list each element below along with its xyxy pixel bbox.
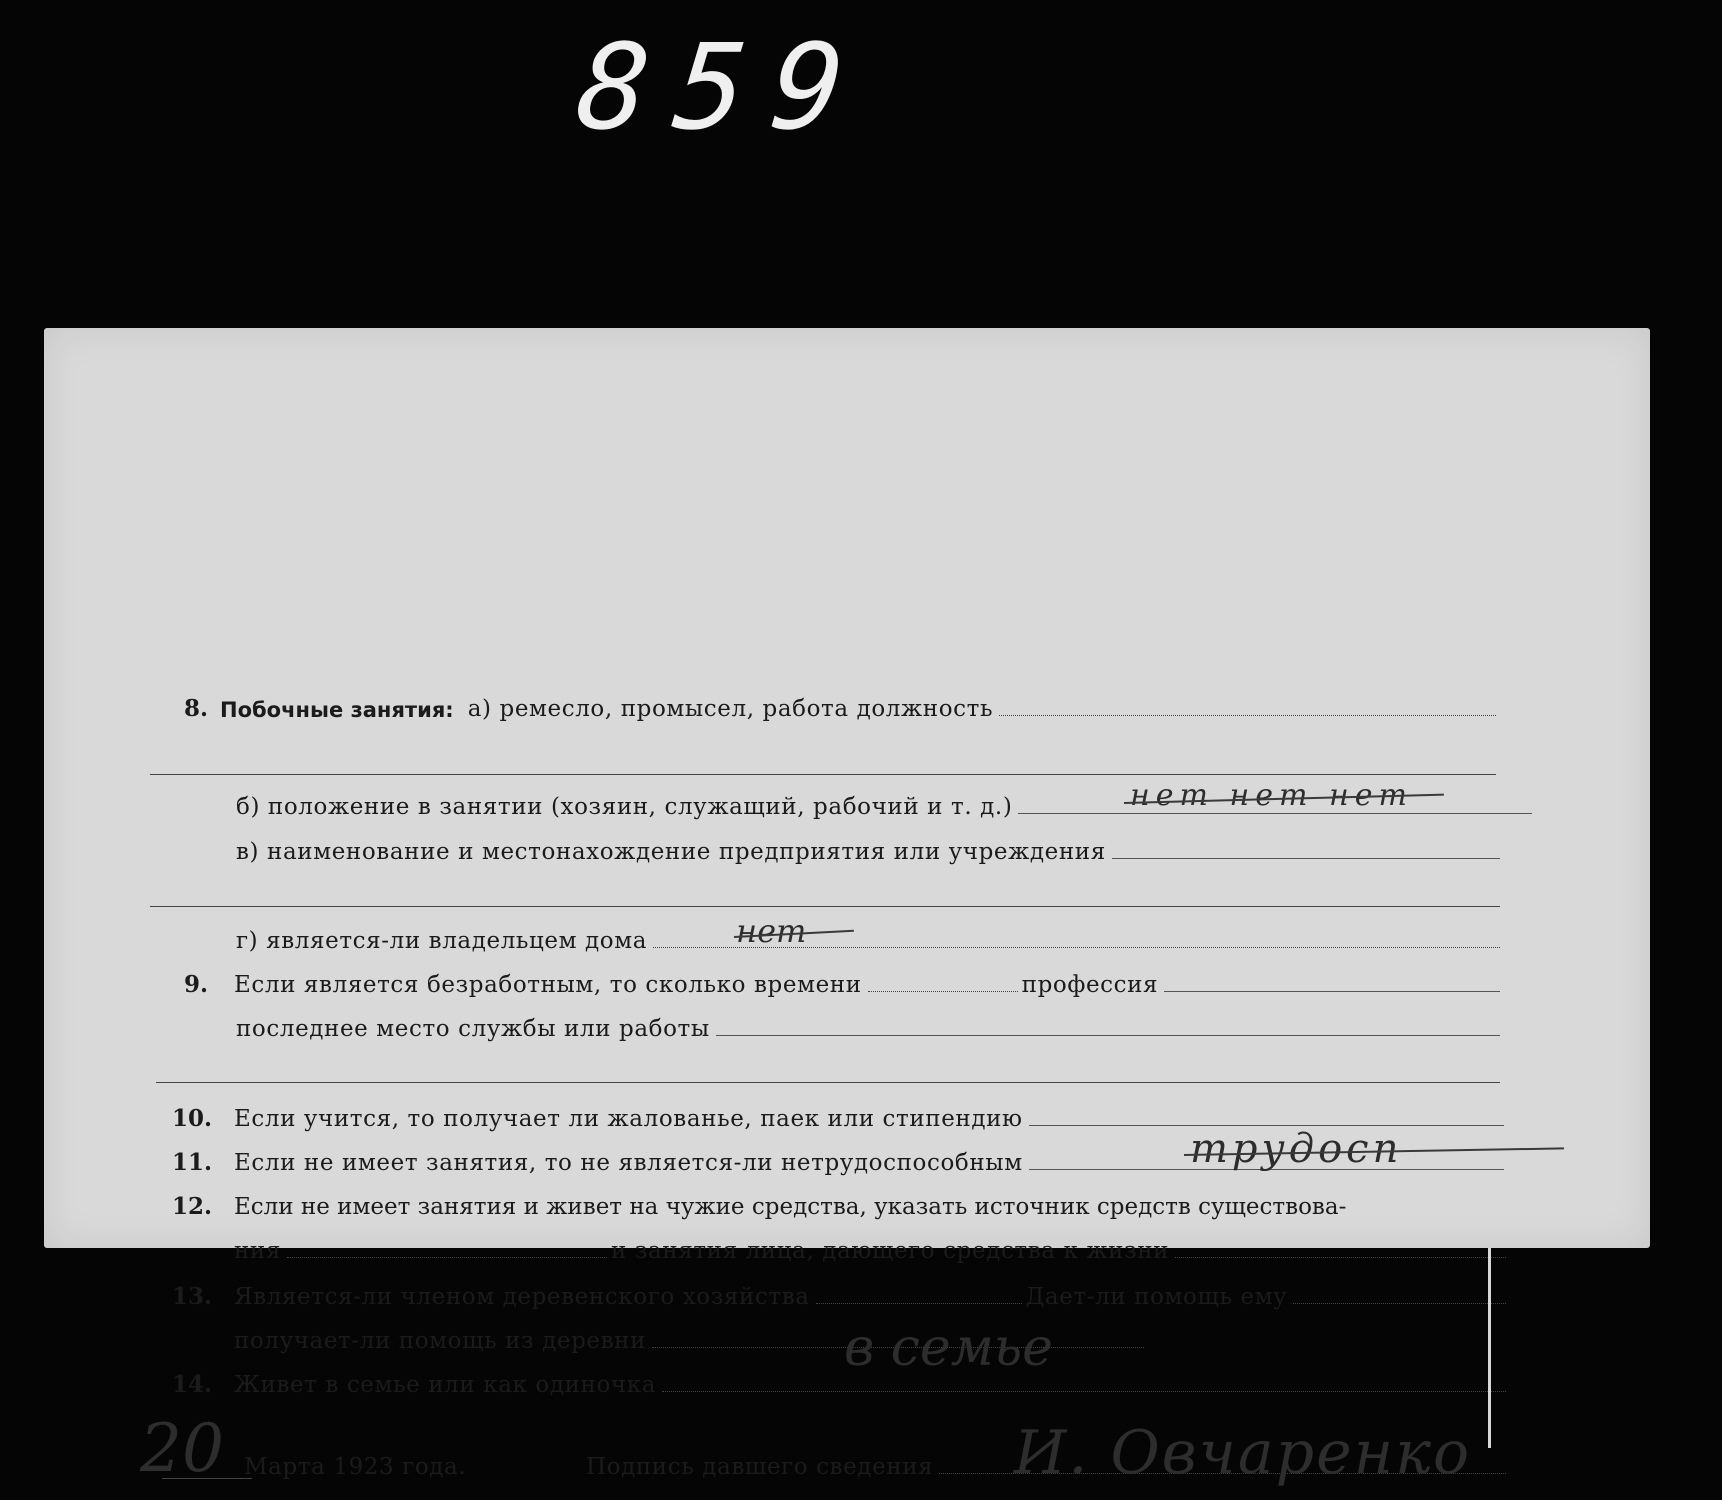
q14-text: Живет в семье или как одиночка [234, 1372, 657, 1398]
footer-date-row [244, 1448, 466, 1480]
q10-text: Если учится, то получает ли жалованье, паек или стипендию [234, 1106, 1023, 1132]
q8-label: Побочные занятия: [220, 698, 454, 722]
q12-source-label: ния [234, 1238, 281, 1264]
q13-help-label: Дает-ли помощь ему [1025, 1284, 1288, 1310]
q14-number: 14. [172, 1371, 213, 1398]
questionnaire-form [44, 328, 1650, 1488]
q8b-text: б) положение в занятии (хозяин, служащий, рабочий и т. д.) [236, 794, 1013, 820]
q11-text: Если не имеет занятия, то не является-ли нетрудоспособным [234, 1150, 1023, 1176]
q9-text: Если является безработным, то сколько времени [234, 972, 862, 998]
q13-text: Является-ли членом деревенского хозяйства [234, 1284, 810, 1310]
q12-provider-fill [1175, 1256, 1506, 1258]
film-leader-line [1488, 1248, 1491, 1448]
q11-handwritten-answer: трудосп [1190, 1126, 1403, 1172]
q8a-continuation-line [150, 774, 1496, 775]
q8d-text: г) является-ли владельцем дома [236, 928, 648, 954]
census-card [44, 328, 1650, 1488]
q9-number: 9. [184, 971, 209, 998]
q9-continuation-line [156, 1082, 1500, 1083]
q8-number: 8. [184, 695, 209, 722]
q10-number: 10. [172, 1105, 213, 1132]
frame-number: 859 [570, 18, 877, 156]
q8c-text: в) наименование и местонахождение предприятия или учреждения [236, 839, 1106, 865]
q13-help-fill [1293, 1302, 1506, 1304]
q11-number: 11. [172, 1149, 213, 1176]
q9-last-job-fill [716, 1034, 1500, 1036]
q13-row [172, 1278, 1506, 1310]
q12-text: Если не имеет занятия и живет на чужие средства, указать источник средств существова- [234, 1194, 1347, 1220]
footer-signature-label: Подпись давшего сведения [586, 1454, 934, 1480]
q8d-handwritten-answer: нет [736, 912, 807, 950]
q8c-continuation-line [150, 906, 1500, 907]
q12-provider-text: и занятия лица, дающего средства к жизни [610, 1238, 1170, 1264]
footer-signature-handwritten: И. Овчаренко [1014, 1418, 1472, 1488]
q13-receive-text: получает-ли помощь из деревни [234, 1328, 647, 1354]
q8c-row [236, 833, 1500, 865]
q8c-fill-line [1112, 857, 1500, 859]
q9-profession-fill [1164, 990, 1500, 992]
q8a-fill-line [999, 714, 1496, 716]
q9-last-job-text: последнее место службы или работы [236, 1016, 710, 1042]
q12-source-fill [287, 1256, 607, 1258]
q9-duration-fill [868, 990, 1018, 992]
q14-fill-line [662, 1390, 1506, 1392]
q8d-row [236, 922, 1500, 954]
q8a-text: а) ремесло, промысел, работа должность [467, 696, 994, 722]
q13-number: 13. [172, 1283, 213, 1310]
q14-row [172, 1366, 1506, 1398]
q12-second-row [234, 1232, 1506, 1264]
footer-date-text: Марта 1923 года. [244, 1454, 467, 1480]
q12-row [172, 1188, 1512, 1220]
q9-row [184, 966, 1500, 998]
q9-last-job-row [236, 1010, 1500, 1042]
footer-day-handwritten: 20 [140, 1410, 224, 1487]
q12-number: 12. [172, 1193, 213, 1220]
q8a-row [184, 690, 1496, 722]
q13-member-fill [816, 1302, 1022, 1304]
q8b-handwritten-answer: нет нет нет [1130, 778, 1413, 813]
q14-handwritten-answer: в семье [844, 1318, 1053, 1378]
footer-day-line [162, 1478, 252, 1479]
q9-profession-label: профессия [1021, 972, 1159, 998]
